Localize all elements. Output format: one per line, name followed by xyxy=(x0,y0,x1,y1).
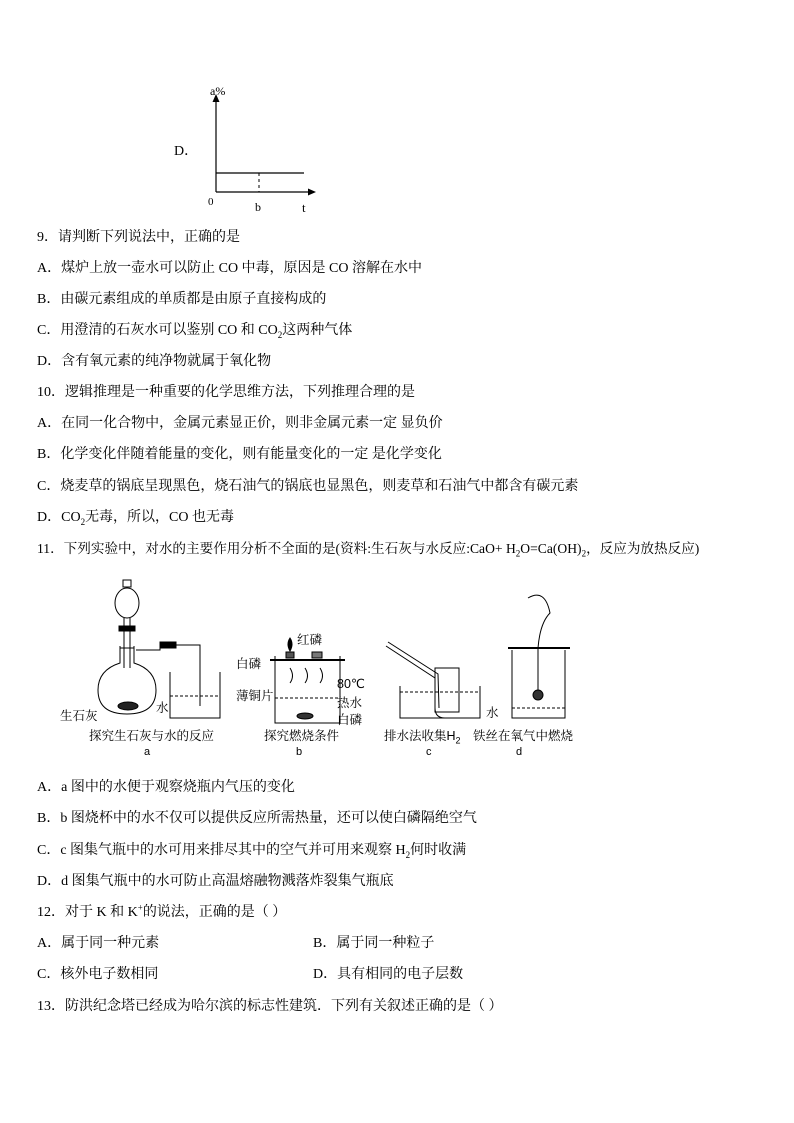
q12-stem-text: 12．对于 K 和 K xyxy=(37,905,138,920)
b-label-white-phosphorus-2: 白磷 xyxy=(337,713,363,727)
q12-option-c: C．核外电子数相同 xyxy=(37,967,159,982)
q11-stem-sub1: 2 xyxy=(515,548,521,559)
q12-stem-tail: 的说法，正确的是（ ） xyxy=(142,905,287,920)
q12-stem xyxy=(37,903,286,923)
q10-option-a: A．在同一化合物中，金属元素显正价，则非金属元素一定 显负价 xyxy=(37,416,443,431)
b-label-copper-plate: 薄铜片 xyxy=(236,689,274,703)
a-label-quicklime: 生石灰 xyxy=(60,709,98,723)
q12-option-b: B．属于同一种粒子 xyxy=(313,936,435,951)
q9-option-b: B．由碳元素组成的单质都是由原子直接构成的 xyxy=(37,292,327,307)
x-axis-label: t xyxy=(302,200,306,215)
delivery-tube xyxy=(386,646,450,718)
q9-option-a: A．煤炉上放一壶水可以防止 CO 中毒，原因是 CO 溶解在水中 xyxy=(37,261,423,276)
funnel-stopper xyxy=(123,580,131,587)
c-caption-subscript: 2 xyxy=(455,735,461,746)
b-label-red-phosphorus: 红磷 xyxy=(297,633,323,647)
d-letter: d xyxy=(516,746,523,758)
q10-d-text-tail: 无毒，所以，CO 也无毒 xyxy=(85,510,235,525)
c-caption-text: 排水法收集H xyxy=(384,729,456,743)
trough xyxy=(400,686,480,718)
q10-option-d xyxy=(37,508,234,528)
q10-d-text: D．CO xyxy=(37,510,81,525)
d-label-water: 水 xyxy=(486,706,499,720)
q11-stem xyxy=(37,539,699,559)
beaker-a xyxy=(170,672,220,718)
q11-stem-sub2: 2 xyxy=(581,548,587,559)
b-caption: 探究燃烧条件 xyxy=(264,729,340,743)
q10-d-subscript: 2 xyxy=(80,516,86,527)
q11-stem-text: 11．下列实验中，对水的主要作用分析不全面的是(资料:生石灰与水反应:CaO+ H xyxy=(37,541,516,556)
q9-c-subscript: 2 xyxy=(277,329,283,340)
q9-option-c xyxy=(37,321,352,341)
q9-c-text-tail: 这两种气体 xyxy=(282,323,353,338)
origin-label: 0 xyxy=(208,196,214,208)
q11-option-a: A．a 图中的水便于观察烧瓶内气压的变化 xyxy=(37,780,295,795)
q12-option-a: A．属于同一种元素 xyxy=(37,936,160,951)
line-graph xyxy=(170,82,330,217)
q12-option-d: D．具有相同的电子层数 xyxy=(313,967,464,982)
q11-option-b: B．b 图烧杯中的水不仅可以提供反应所需热量，还可以使白磷隔绝空气 xyxy=(37,811,477,826)
b-tick-label: b xyxy=(255,200,261,214)
c-caption xyxy=(384,726,461,744)
experiment-figure xyxy=(50,568,590,768)
q11-stem-mid: O=Ca(OH) xyxy=(520,541,582,556)
q11-stem-tail: ，反应为放热反应) xyxy=(586,541,700,556)
option-d-label: D． xyxy=(174,144,199,159)
q9-stem: 9．请判断下列说法中，正确的是 xyxy=(37,230,240,245)
a-caption: 探究生石灰与水的反应 xyxy=(89,729,215,743)
y-axis-label: a% xyxy=(210,84,226,98)
q11-c-text: C．c 图集气瓶中的水可用来排尽其中的空气并可用来观察 H xyxy=(37,843,406,858)
b-label-temperature: 80℃ xyxy=(337,677,365,691)
b-letter: b xyxy=(296,746,303,758)
q9-c-text: C．用澄清的石灰水可以鉴别 CO 和 CO xyxy=(37,323,278,338)
q10-option-c: C．烧麦草的锅底呈现黑色，烧石油气的锅底也显黑色，则麦草和石油气中都含有碳元素 xyxy=(37,479,579,494)
option-d-graph xyxy=(170,82,330,217)
b-label-white-phosphorus: 白磷 xyxy=(236,657,262,671)
q11-option-d: D．d 图集气瓶中的水可防止高温熔融物溅落炸裂集气瓶底 xyxy=(37,874,394,889)
a-label-water: 水 xyxy=(156,701,169,715)
a-letter: a xyxy=(144,746,151,758)
funnel-bulb xyxy=(115,588,139,618)
q10-option-b: B．化学变化伴随着能量的变化，则有能量变化的一定 是化学变化 xyxy=(37,447,442,462)
q13-stem: 13．防洪纪念塔已经成为哈尔滨的标志性建筑．下列有关叙述正确的是（ ） xyxy=(37,999,503,1014)
q11-c-text-tail: 何时收满 xyxy=(410,843,467,858)
q9-option-d: D．含有氧元素的纯净物就属于氧化物 xyxy=(37,354,272,369)
c-letter: c xyxy=(426,746,432,758)
d-caption: 铁丝在氧气中燃烧 xyxy=(473,729,574,743)
q12-stem-superscript: + xyxy=(137,902,143,913)
q11-option-c xyxy=(37,841,466,861)
b-label-hot-water: 热水 xyxy=(337,696,363,710)
q10-stem: 10．逻辑推理是一种重要的化学思维方法，下列推理合理的是 xyxy=(37,385,415,400)
q11-c-subscript: 2 xyxy=(405,849,411,860)
